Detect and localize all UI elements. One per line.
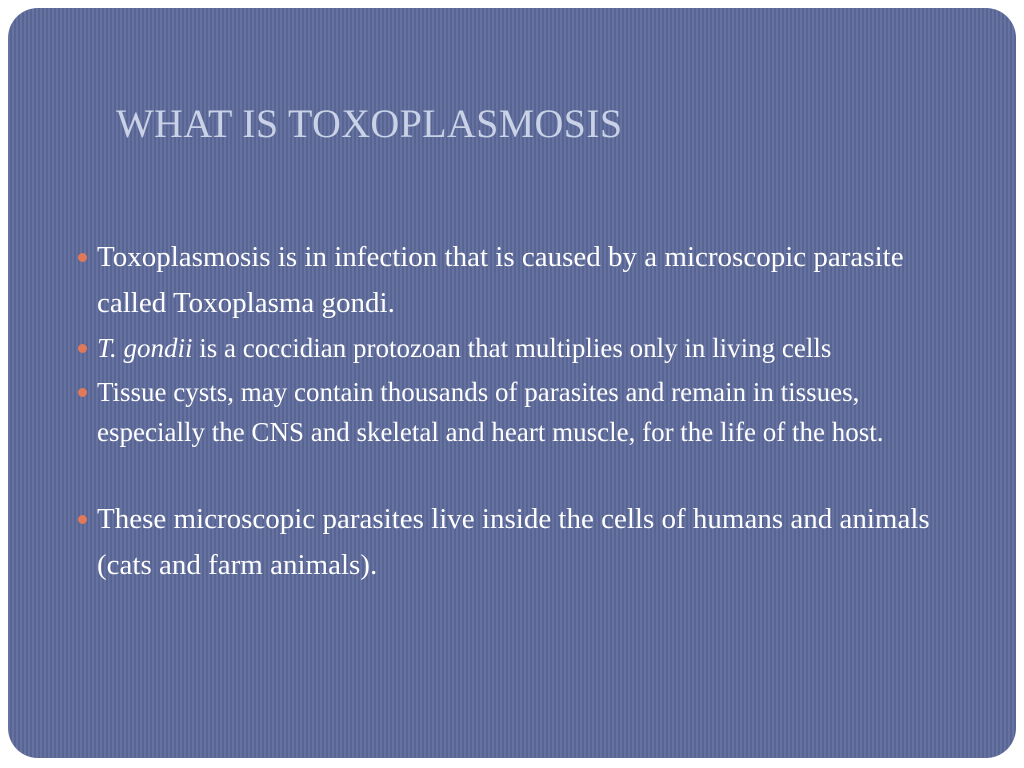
bullet-list: [70, 234, 970, 588]
bullet-dot-icon: [78, 515, 87, 524]
bullet-item: [70, 496, 970, 588]
bullet-text: Tissue cysts, may contain thousands of parasites and remain in tissues, especially the CNS and skeletal and heart muscle, for the life of the host.: [97, 377, 884, 447]
slide-title: WHAT IS TOXOPLASMOSIS: [116, 101, 623, 146]
bullet-item: [70, 372, 970, 452]
bullet-text: Toxoplasmosis is in infection that is caused by a microscopic parasite called Toxoplasma gondi.: [97, 241, 904, 319]
bullet-text: is a coccidian protozoan that multiplies only in living cells: [192, 333, 832, 363]
bullet-dot-icon: [78, 388, 87, 397]
bullet-italic-term: T. gondii: [97, 333, 193, 363]
bullet-dot-icon: [78, 344, 87, 353]
bullet-item: [70, 328, 970, 368]
bullet-text: These microscopic parasites live inside the cells of humans and animals (cats and farm animals).: [97, 503, 930, 581]
slide: [8, 8, 1016, 758]
bullet-dot-icon: [78, 253, 87, 262]
bullet-item: [70, 234, 970, 326]
